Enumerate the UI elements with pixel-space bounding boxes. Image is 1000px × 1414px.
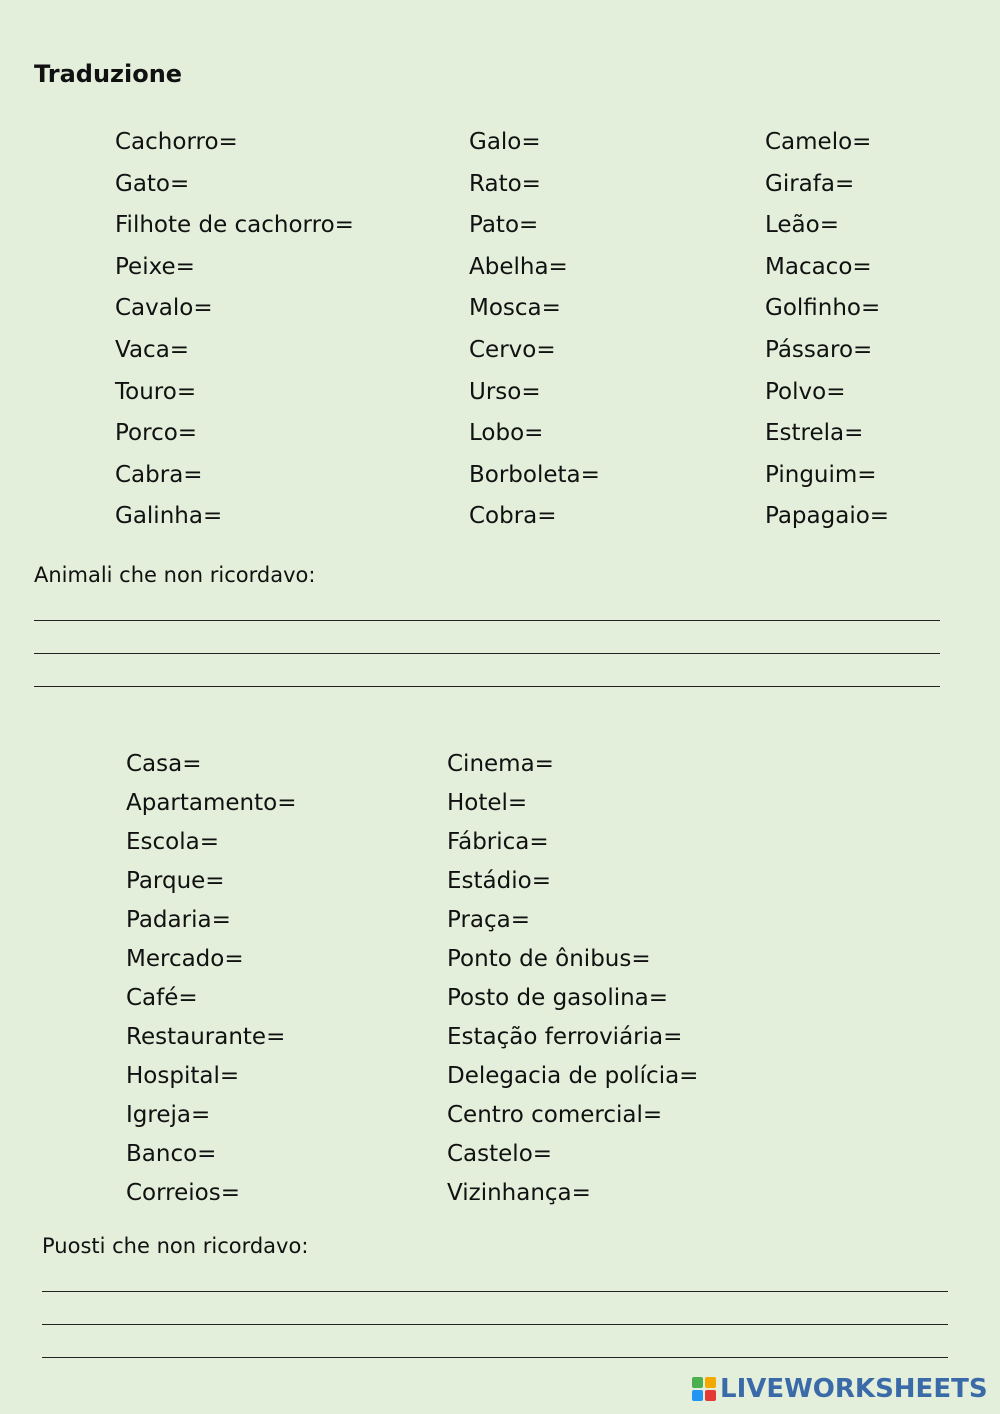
animal-vocab-item: Girafa= <box>765 170 855 197</box>
place-vocab-item: Restaurante= <box>126 1024 286 1050</box>
place-vocab-item: Escola= <box>126 829 219 855</box>
place-vocab-item: Vizinhança= <box>447 1180 591 1206</box>
animal-vocab-item: Macaco= <box>765 253 872 280</box>
place-vocab-item: Delegacia de polícia= <box>447 1063 699 1089</box>
animal-vocab-item: Galinha= <box>115 503 223 530</box>
animal-vocab-item: Vaca= <box>115 336 190 363</box>
place-vocab-item: Casa= <box>126 751 202 777</box>
liveworksheets-logo <box>692 1374 988 1404</box>
animals-forgot-label: Animali che non ricordavo: <box>34 563 316 587</box>
animals-answer-line-1[interactable] <box>34 620 940 621</box>
animals-column-1 <box>115 122 354 538</box>
page-title: Traduzione <box>34 60 183 88</box>
animal-vocab-item: Touro= <box>115 378 197 405</box>
places-answer-line-3[interactable] <box>42 1357 948 1358</box>
animal-vocab-item: Abelha= <box>469 253 568 280</box>
animal-vocab-item: Estrela= <box>765 420 864 447</box>
animal-vocab-item: Porco= <box>115 420 198 447</box>
animal-vocab-item: Pinguim= <box>765 461 877 488</box>
animal-vocab-item: Pato= <box>469 212 539 239</box>
place-vocab-item: Posto de gasolina= <box>447 985 669 1011</box>
animals-column-2 <box>469 122 600 538</box>
animal-vocab-item: Cabra= <box>115 461 203 488</box>
animal-vocab-item: Peixe= <box>115 253 195 280</box>
place-vocab-item: Hospital= <box>126 1063 240 1089</box>
place-vocab-item: Ponto de ônibus= <box>447 946 651 972</box>
animal-vocab-item: Leão= <box>765 212 839 239</box>
animal-vocab-item: Lobo= <box>469 420 544 447</box>
animal-vocab-item: Gato= <box>115 170 190 197</box>
places-forgot-label: Puosti che non ricordavo: <box>42 1234 309 1258</box>
places-answer-line-1[interactable] <box>42 1291 948 1292</box>
place-vocab-item: Apartamento= <box>126 790 297 816</box>
logo-text: LIVEWORKSHEETS <box>720 1374 988 1404</box>
animal-vocab-item: Urso= <box>469 378 541 405</box>
animal-vocab-item: Papagaio= <box>765 503 890 530</box>
place-vocab-item: Fábrica= <box>447 829 549 855</box>
place-vocab-item: Praça= <box>447 907 531 933</box>
place-vocab-item: Mercado= <box>126 946 244 972</box>
animal-vocab-item: Cachorro= <box>115 129 238 155</box>
places-column-1 <box>126 745 297 1213</box>
place-vocab-item: Hotel= <box>447 790 528 816</box>
place-vocab-item: Estação ferroviária= <box>447 1024 683 1050</box>
place-vocab-item: Castelo= <box>447 1141 553 1167</box>
animal-vocab-item: Golfinho= <box>765 295 881 322</box>
animal-vocab-item: Camelo= <box>765 129 872 155</box>
place-vocab-item: Igreja= <box>126 1102 211 1128</box>
animal-vocab-item: Borboleta= <box>469 461 600 488</box>
place-vocab-item: Banco= <box>126 1141 217 1167</box>
place-vocab-item: Centro comercial= <box>447 1102 663 1128</box>
place-vocab-item: Parque= <box>126 868 225 894</box>
animal-vocab-item: Galo= <box>469 129 541 155</box>
place-vocab-item: Correios= <box>126 1180 241 1206</box>
animal-vocab-item: Cervo= <box>469 336 556 363</box>
places-answer-line-2[interactable] <box>42 1324 948 1325</box>
liveworksheets-logo-icon <box>692 1377 716 1401</box>
animal-vocab-item: Cavalo= <box>115 295 213 322</box>
animal-vocab-item: Polvo= <box>765 378 846 405</box>
animals-answer-line-2[interactable] <box>34 653 940 654</box>
place-vocab-item: Café= <box>126 985 198 1011</box>
animal-vocab-item: Cobra= <box>469 503 557 530</box>
places-column-2 <box>447 745 698 1213</box>
animal-vocab-item: Filhote de cachorro= <box>115 212 354 239</box>
animals-answer-line-3[interactable] <box>34 686 940 687</box>
place-vocab-item: Estádio= <box>447 868 551 894</box>
animal-vocab-item: Mosca= <box>469 295 561 322</box>
place-vocab-item: Cinema= <box>447 751 554 777</box>
animal-vocab-item: Rato= <box>469 170 541 197</box>
place-vocab-item: Padaria= <box>126 907 231 933</box>
animals-column-3 <box>765 122 889 538</box>
animal-vocab-item: Pássaro= <box>765 336 873 363</box>
